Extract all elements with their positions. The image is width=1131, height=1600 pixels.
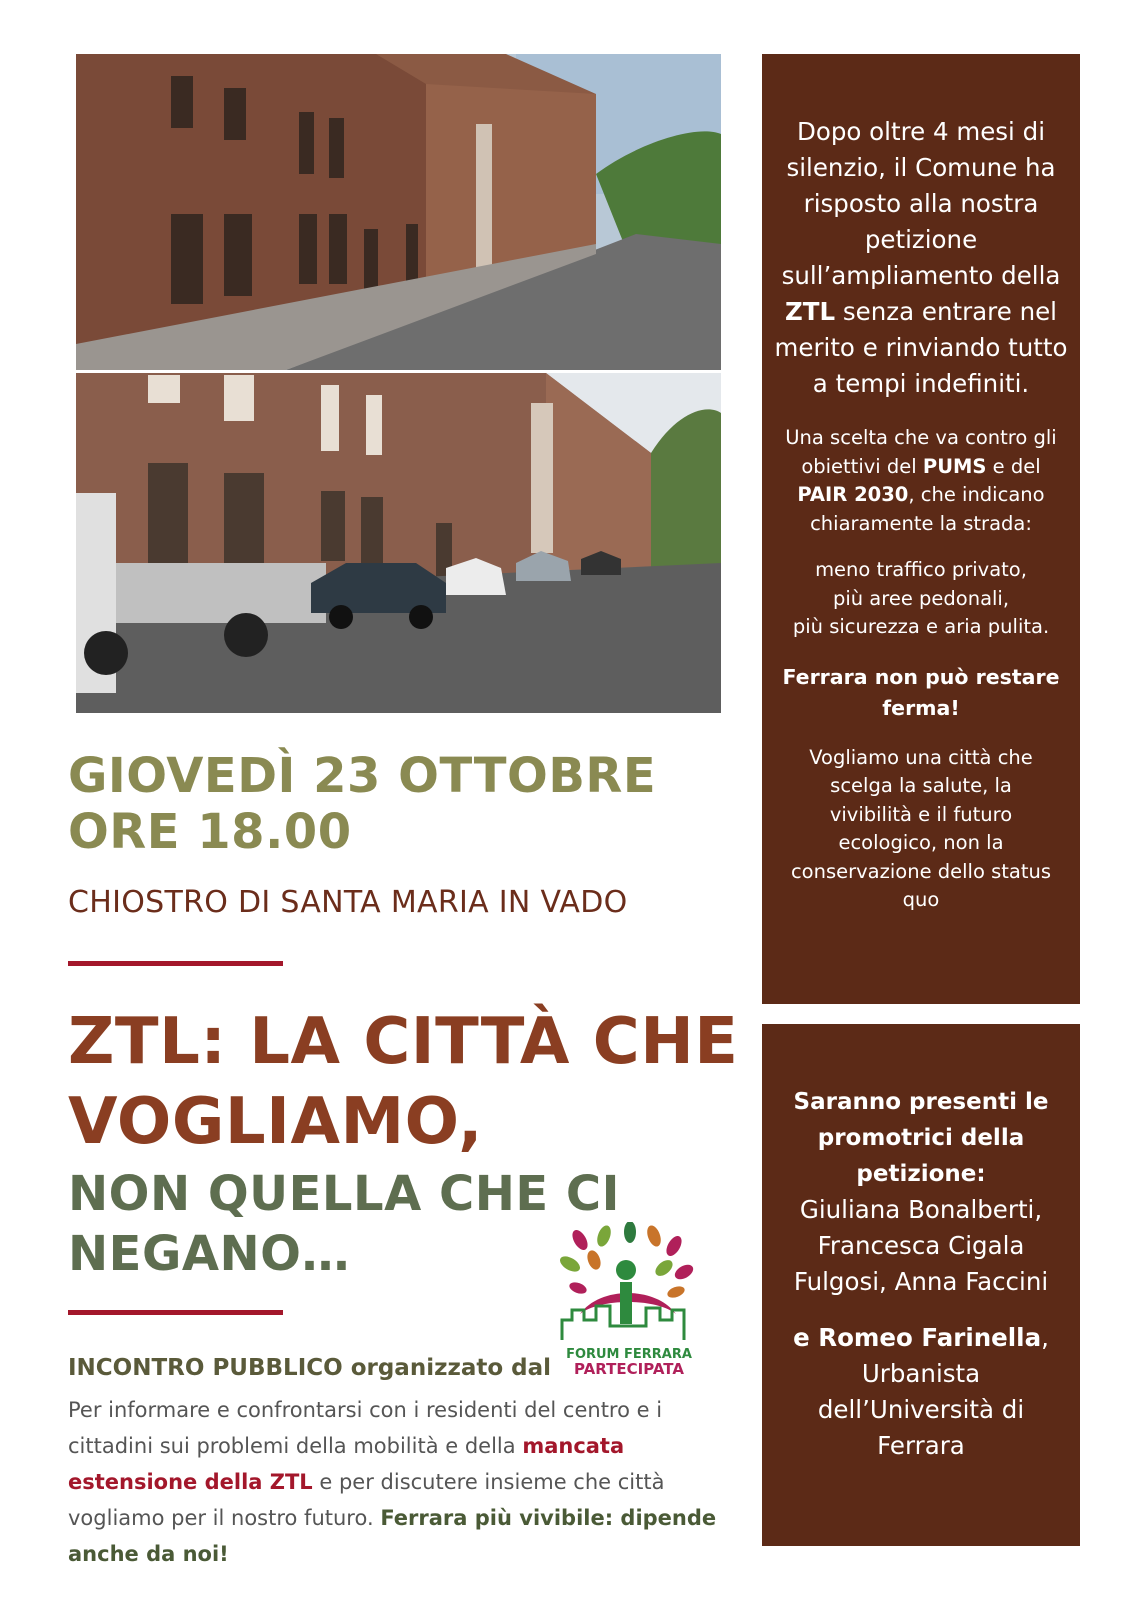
subheadline-line-2: NEGANO… — [68, 1226, 350, 1282]
divider-top — [68, 961, 283, 966]
logo-text-line-2: PARTECIPATA — [574, 1360, 684, 1377]
street-photo-bottom — [76, 373, 721, 713]
event-date: GIOVEDÌ 23 OTTOBRE — [68, 748, 657, 804]
subheadline-line-1: NON QUELLA CHE CI — [68, 1166, 620, 1222]
goal-item: meno traffico privato, — [815, 558, 1027, 581]
description-part-1: Per informare e confrontarsi con i residenti del centro e i cittadini sui problemi della mobilità e della — [68, 1398, 663, 1458]
guest-role: Urbanista dell’Università di Ferrara — [817, 1359, 1025, 1460]
description-closing: Ferrara più vivibile: dipende anche da noi! — [68, 1506, 717, 1566]
goal-item: più aree pedonali, — [832, 586, 1010, 610]
description-part-2: e per discutere insieme che città vogliamo per il nostro futuro. — [68, 1470, 665, 1530]
guest-name: e Romeo Farinella — [793, 1323, 1042, 1352]
panel-intro: Dopo oltre 4 mesi di silenzio, il Comune ha risposto alla nostra petizione sull’ampliamento della ZTL senza entrare nel merito e rinviando tutto a tempi indefiniti. — [774, 117, 1068, 398]
panel-choice: Una scelta che va contro gli obiettivi del PUMS e del PAIR 2030, che indicano chiaramente la strada: — [785, 426, 1057, 535]
panel-call-to-action: Ferrara non può restare ferma! — [782, 664, 1060, 720]
event-description — [68, 1392, 733, 1572]
forum-ferrara-partecipata-logo — [560, 1222, 698, 1377]
speakers-heading: Saranno presenti le promotrici della petizione: — [793, 1089, 1049, 1187]
event-venue: CHIOSTRO DI SANTA MARIA IN VADO — [68, 885, 628, 920]
guest-speaker: e Romeo Farinella, — [793, 1323, 1049, 1352]
headline-line-1: ZTL: LA CITTÀ CHE — [68, 1005, 739, 1079]
statement-panel — [762, 54, 1080, 1004]
event-time: ORE 18.00 — [68, 804, 352, 860]
street-photo-top — [76, 54, 721, 370]
panel-vision: Vogliamo una città che scelga la salute, la vivibilità e il futuro ecologico, non la conservazione dello status quo — [790, 745, 1052, 911]
divider-bottom — [68, 1310, 283, 1315]
speakers-panel — [762, 1024, 1080, 1546]
organizer-line: INCONTRO PUBBLICO organizzato dal — [68, 1355, 552, 1381]
description-highlight: mancata estensione della ZTL — [68, 1434, 625, 1494]
logo-text-line-1: FORUM FERRARA — [566, 1347, 692, 1362]
headline-line-2: VOGLIAMO, — [68, 1085, 483, 1159]
panel-goals-list — [774, 556, 1068, 642]
goal-item: più sicurezza e aria pulita. — [792, 615, 1050, 638]
speakers-names: Giuliana Bonalberti, Francesca Cigala Fulgosi, Anna Faccini — [793, 1195, 1049, 1296]
